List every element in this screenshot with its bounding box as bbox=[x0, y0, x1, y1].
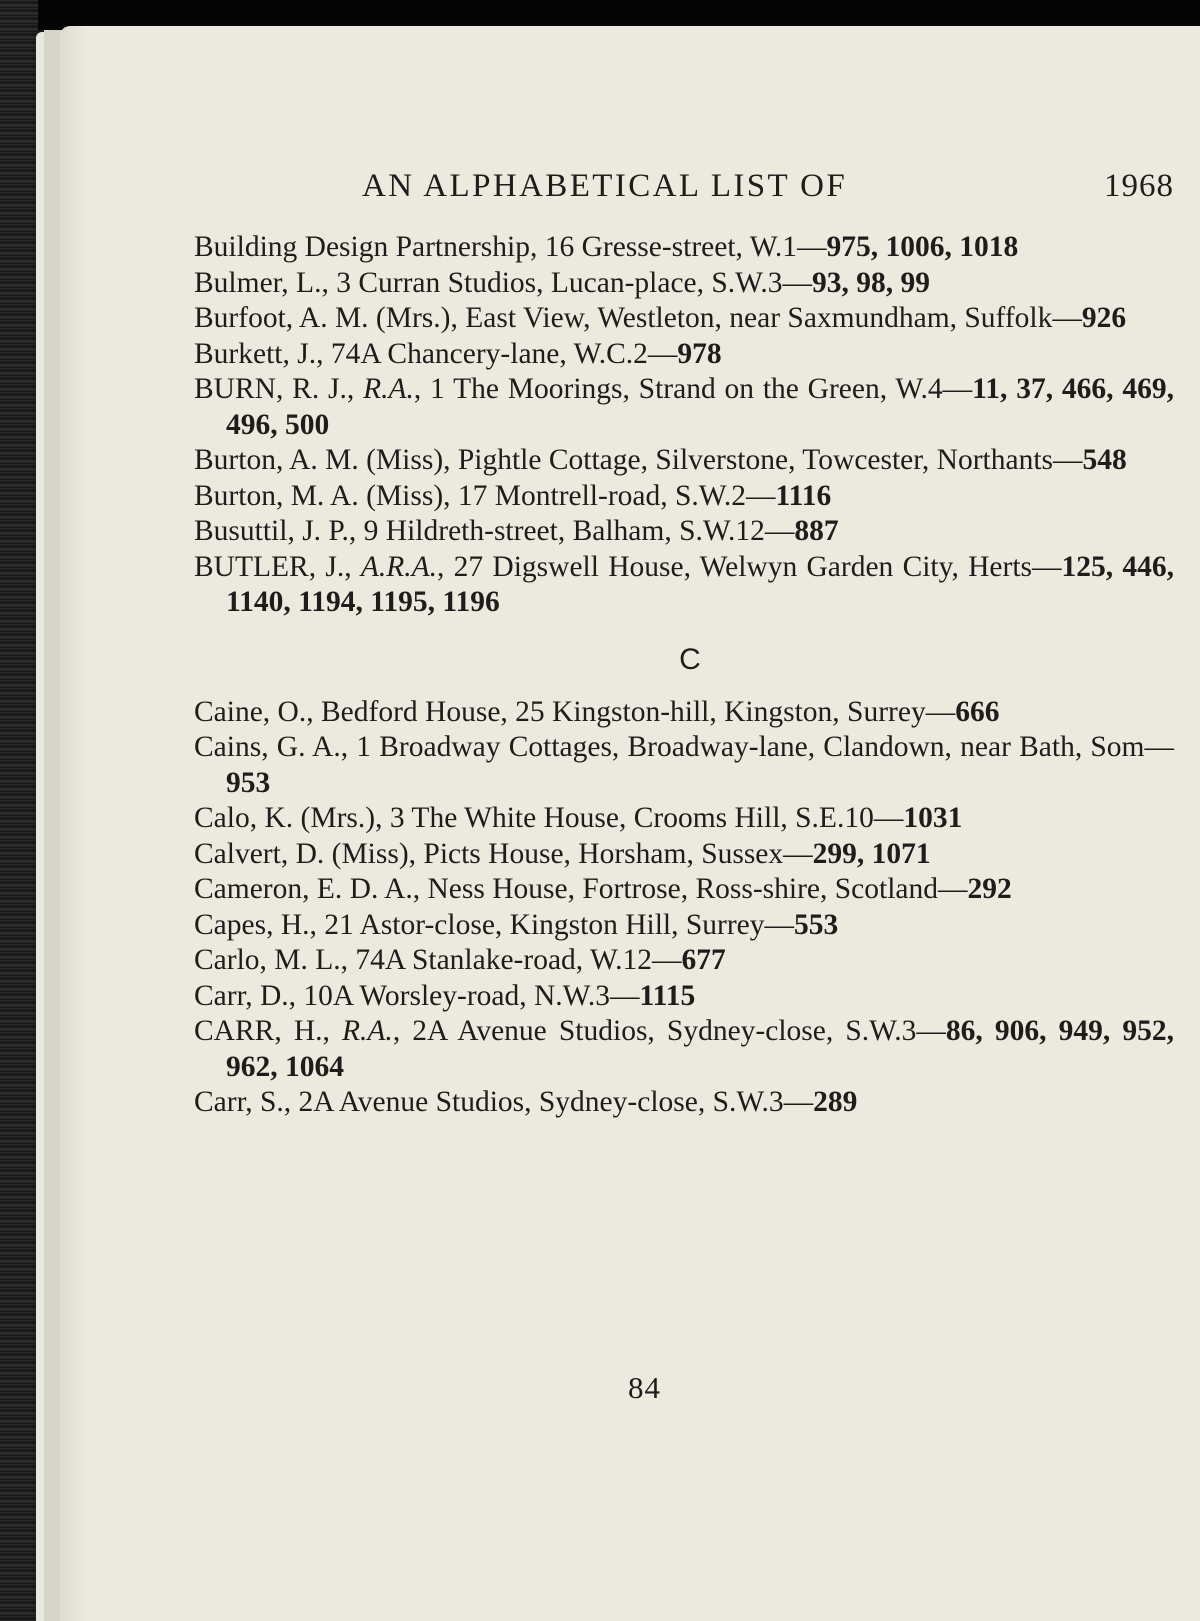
list-entry bbox=[194, 1085, 1174, 1121]
page-content bbox=[194, 160, 1174, 1121]
list-entry bbox=[194, 266, 1174, 302]
entry-references: 975, 1006, 1018 bbox=[826, 231, 1019, 263]
list-entry bbox=[194, 443, 1174, 479]
entry-references: 125, 446, 1140, 1194, 1195, 1196 bbox=[226, 550, 1175, 618]
entry-text: Carr, D., 10A Worsley-road, N.W.3— bbox=[194, 979, 640, 1012]
header-year: 1968 bbox=[1104, 168, 1174, 204]
entry-references: 677 bbox=[681, 944, 726, 976]
entry-references: 86, 906, 949, 952, 962, 1064 bbox=[226, 1015, 1175, 1083]
list-entry bbox=[194, 337, 1174, 373]
entry-references: 289 bbox=[813, 1086, 858, 1118]
list-entry bbox=[194, 514, 1174, 550]
entries-b bbox=[194, 230, 1174, 621]
entry-references: 666 bbox=[955, 695, 1000, 728]
list-entry bbox=[194, 301, 1174, 337]
list-entry bbox=[194, 908, 1174, 944]
entry-text: BURN, R. J., bbox=[194, 373, 364, 405]
list-entry bbox=[194, 695, 1174, 731]
entries-c bbox=[194, 695, 1174, 1121]
entry-text: Building Design Partnership, 16 Gresse-street, W.1— bbox=[194, 231, 827, 263]
page-stack-edge bbox=[0, 0, 38, 1621]
list-entry bbox=[194, 372, 1174, 443]
entry-references: 1031 bbox=[903, 802, 963, 834]
entry-text: Busuttil, J. P., 9 Hildreth-street, Balham, S.W.12— bbox=[194, 515, 795, 547]
entry-text: Burton, A. M. (Miss), Pightle Cottage, Silverstone, Towcester, Northants— bbox=[194, 444, 1083, 476]
entry-references: 1116 bbox=[775, 479, 832, 512]
entry-references: 1115 bbox=[639, 979, 696, 1012]
entry-references: 978 bbox=[677, 337, 722, 370]
list-entry bbox=[194, 801, 1174, 837]
list-entry bbox=[194, 943, 1174, 979]
entry-references: 553 bbox=[794, 908, 839, 941]
entry-text: Caine, O., Bedford House, 25 Kingston-hill, Kingston, Surrey— bbox=[194, 695, 956, 728]
entry-references: 926 bbox=[1081, 302, 1127, 334]
entry-text: Capes, H., 21 Astor-close, Kingston Hill, Surrey— bbox=[194, 908, 795, 941]
entry-honorific: R.A. bbox=[342, 1015, 393, 1047]
entry-references: 292 bbox=[967, 873, 1012, 905]
list-entry bbox=[194, 550, 1174, 621]
entry-text: Cains, G. A., 1 Broadway Cottages, Broadway-lane, Clandown, near Bath, Som— bbox=[194, 731, 1174, 763]
page-number: 84 bbox=[628, 1370, 661, 1405]
entry-text: Calo, K. (Mrs.), 3 The White House, Crooms Hill, S.E.10— bbox=[194, 802, 904, 834]
list-entry bbox=[194, 230, 1174, 266]
entry-text: Burton, M. A. (Miss), 17 Montrell-road, S.W.2— bbox=[194, 479, 776, 512]
running-title: AN ALPHABETICAL LIST OF bbox=[362, 168, 848, 204]
entry-text: Carr, S., 2A Avenue Studios, Sydney-close, S.W.3— bbox=[194, 1086, 814, 1118]
entry-address: , 2A Avenue Studios, Sydney-close, S.W.3— bbox=[392, 1015, 946, 1047]
list-entry bbox=[194, 979, 1174, 1015]
running-header bbox=[194, 160, 1174, 220]
list-entry bbox=[194, 730, 1174, 801]
entry-text: Calvert, D. (Miss), Picts House, Horsham, Sussex— bbox=[194, 837, 813, 870]
entry-references: 93, 98, 99 bbox=[811, 266, 930, 299]
entry-references: 887 bbox=[794, 515, 839, 547]
entry-text: Burkett, J., 74A Chancery-lane, W.C.2— bbox=[194, 337, 678, 370]
entry-honorific: R.A. bbox=[363, 373, 414, 405]
entry-references: 548 bbox=[1082, 444, 1127, 476]
list-entry bbox=[194, 479, 1174, 515]
entry-address: , 27 Digswell House, Welwyn Garden City, Herts— bbox=[437, 550, 1062, 583]
entry-references: 11, 37, 466, 469, 496, 500 bbox=[226, 373, 1174, 441]
entry-text: Cameron, E. D. A., Ness House, Fortrose, Ross-shire, Scotland— bbox=[194, 873, 968, 905]
entry-text: Carlo, M. L., 74A Stanlake-road, W.12— bbox=[194, 944, 682, 976]
list-entry bbox=[194, 837, 1174, 873]
entry-references: 299, 1071 bbox=[812, 837, 931, 870]
entry-text: Bulmer, L., 3 Curran Studios, Lucan-place, S.W.3— bbox=[194, 266, 812, 299]
list-entry bbox=[194, 1014, 1174, 1085]
section-letter: C bbox=[679, 642, 701, 676]
entry-references: 953 bbox=[226, 766, 271, 799]
entry-text: CARR, H., bbox=[194, 1015, 343, 1047]
entry-honorific: A.R.A. bbox=[360, 550, 438, 583]
list-entry bbox=[194, 872, 1174, 908]
entry-text: BUTLER, J., bbox=[194, 550, 361, 583]
entry-address: , 1 The Moorings, Strand on the Green, W.4— bbox=[413, 373, 973, 405]
entry-text: Burfoot, A. M. (Mrs.), East View, Westleton, near Saxmundham, Suffolk— bbox=[194, 302, 1082, 334]
